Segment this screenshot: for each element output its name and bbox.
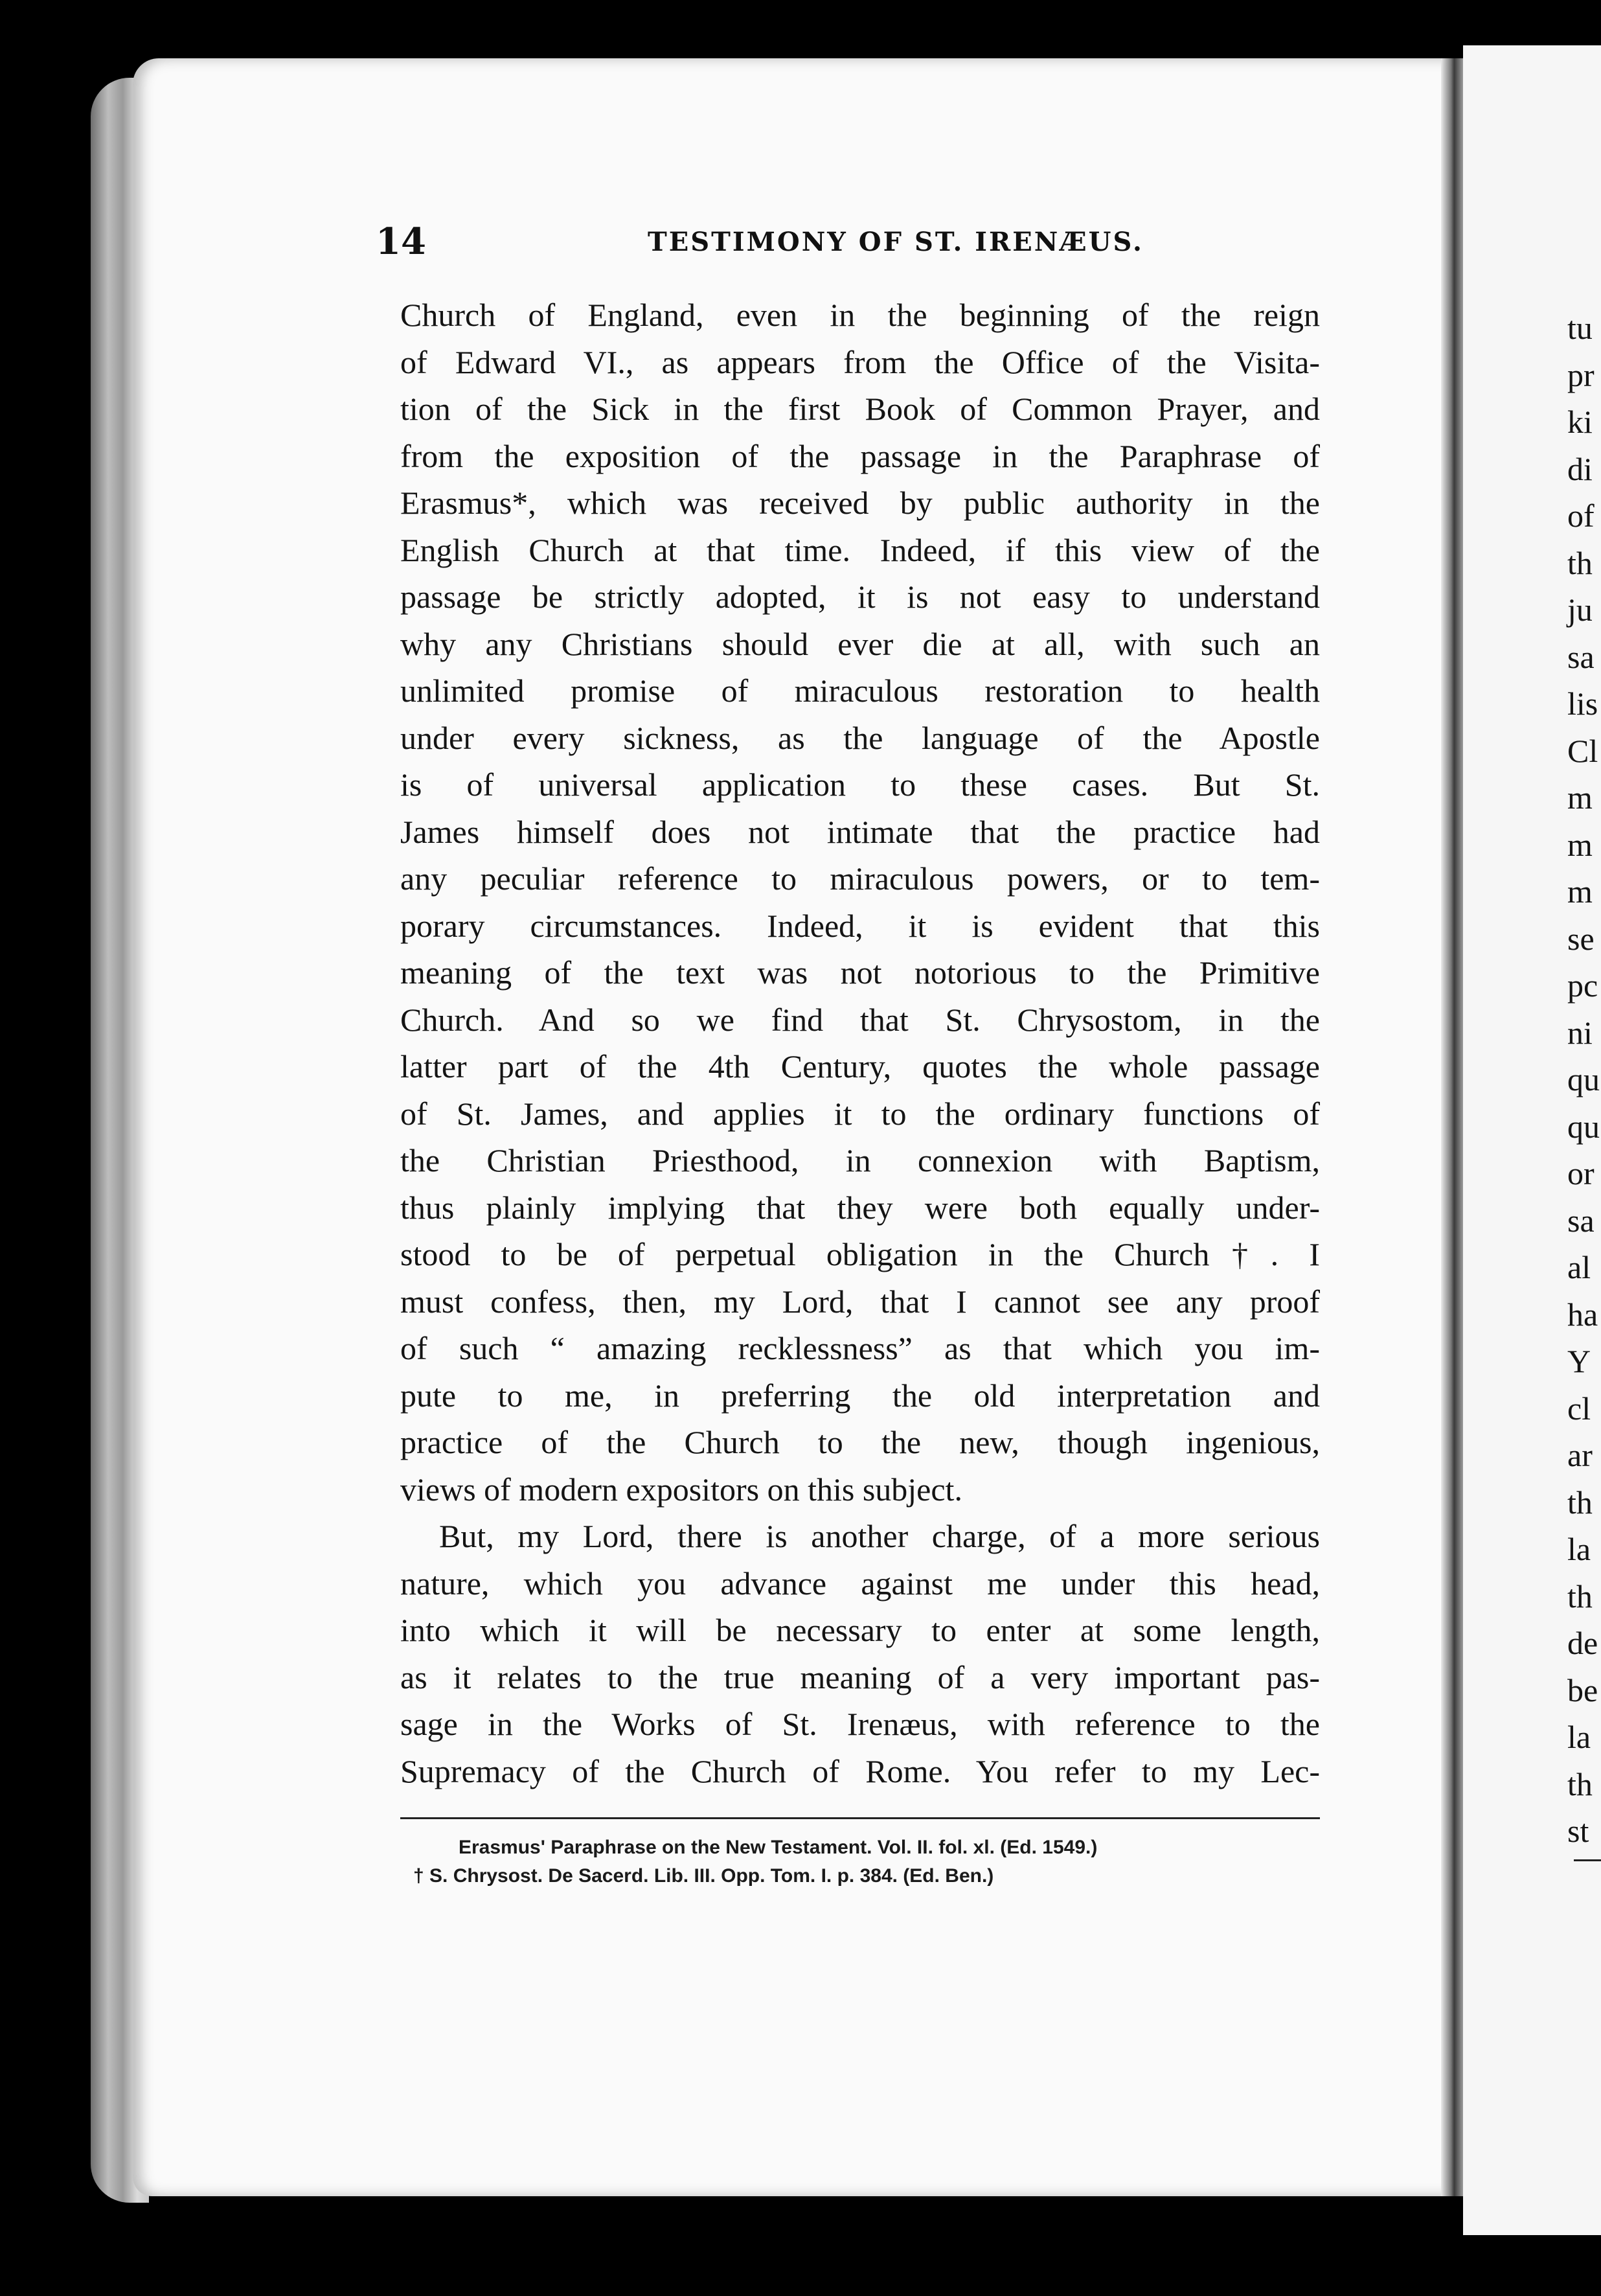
facing-line-start: ha bbox=[1567, 1296, 1598, 1333]
facing-line-start: ju bbox=[1567, 591, 1593, 628]
facing-line-start: Y bbox=[1567, 1343, 1591, 1379]
text-line: latter part of the 4th Century, quotes the whole passage bbox=[400, 1048, 1320, 1085]
footnote-rule bbox=[400, 1817, 1320, 1819]
facing-line-start: Cl bbox=[1567, 732, 1598, 769]
facing-line-start: al bbox=[1567, 1249, 1591, 1285]
facing-line-start: di bbox=[1567, 450, 1593, 487]
facing-line-start: ar bbox=[1567, 1437, 1593, 1473]
facing-line-start: m bbox=[1567, 779, 1593, 816]
text-line: Church of England, even in the beginning of the reign bbox=[400, 297, 1320, 333]
text-line: Erasmus*, which was received by public authority in the bbox=[400, 485, 1320, 521]
book-gutter bbox=[1441, 58, 1463, 2196]
text-line: thus plainly implying that they were both equally under- bbox=[400, 1189, 1320, 1226]
text-line: is of universal application to these cases. But St. bbox=[400, 766, 1320, 803]
text-line: James himself does not intimate that the practice had bbox=[400, 813, 1320, 850]
running-title: TESTIMONY OF ST. IRENÆUS. bbox=[648, 227, 1144, 257]
text-line: sage in the Works of St. Irenæus, with reference to the bbox=[400, 1706, 1320, 1742]
facing-footnote-rule bbox=[1574, 1859, 1601, 1861]
facing-line-start: de bbox=[1567, 1625, 1598, 1661]
text-line: any peculiar reference to miraculous powers, or to tem- bbox=[400, 860, 1320, 897]
facing-line-start: ki bbox=[1567, 404, 1593, 440]
facing-line-start: ni bbox=[1567, 1014, 1593, 1051]
facing-line-start: tu bbox=[1567, 310, 1593, 346]
text-line: from the exposition of the passage in the Paraphrase of bbox=[400, 437, 1320, 474]
facing-line-start: sa bbox=[1567, 1202, 1595, 1239]
facing-line-start: pc bbox=[1567, 967, 1598, 1004]
facing-line-start: th bbox=[1567, 1484, 1593, 1521]
text-line: into which it will be necessary to enter at some length, bbox=[400, 1612, 1320, 1648]
text-line: of Edward VI., as appears from the Office of the Visita- bbox=[400, 343, 1320, 380]
text-line: English Church at that time. Indeed, if this view of the bbox=[400, 531, 1320, 568]
facing-line-start: st bbox=[1567, 1813, 1589, 1849]
facing-line-start: la bbox=[1567, 1531, 1591, 1567]
text-line: under every sickness, as the language of the Apostle bbox=[400, 719, 1320, 756]
text-line: must confess, then, my Lord, that I cannot see any proof bbox=[400, 1283, 1320, 1320]
facing-line-start: cl bbox=[1567, 1390, 1591, 1427]
facing-line-start: la bbox=[1567, 1719, 1591, 1755]
facing-line-start: th bbox=[1567, 1578, 1593, 1614]
footnotes bbox=[400, 1833, 1320, 1890]
facing-line-start: sa bbox=[1567, 638, 1595, 675]
text-line: why any Christians should ever die at all, with such an bbox=[400, 625, 1320, 662]
facing-line-start: th bbox=[1567, 1765, 1593, 1802]
facing-line-start: of bbox=[1567, 498, 1595, 534]
footnote-erasmus: Erasmus' Paraphrase on the New Testament. Vol. II. fol. xl. (Ed. 1549.) bbox=[459, 1837, 1098, 1858]
body-text bbox=[400, 292, 1320, 1795]
facing-line-start: th bbox=[1567, 544, 1593, 581]
text-line: porary circumstances. Indeed, it is evident that this bbox=[400, 907, 1320, 944]
text-line: of such “ amazing recklessness” as that which you im- bbox=[400, 1330, 1320, 1366]
text-line: of St. James, and applies it to the ordinary functions of bbox=[400, 1095, 1320, 1132]
text-line: pute to me, in preferring the old interpretation and bbox=[400, 1377, 1320, 1414]
text-line: the Christian Priesthood, in connexion with Baptism, bbox=[400, 1142, 1320, 1178]
text-line: passage be strictly adopted, it is not easy to understand bbox=[400, 579, 1320, 615]
text-line: views of modern expositors on this subject. bbox=[400, 1471, 962, 1508]
text-line: stood to be of perpetual obligation in the Church†. I bbox=[400, 1236, 1320, 1272]
text-line: unlimited promise of miraculous restoration to health bbox=[400, 672, 1320, 709]
facing-line-start: qu bbox=[1567, 1061, 1600, 1097]
facing-line-start: or bbox=[1567, 1155, 1595, 1191]
text-line: But, my Lord, there is another charge, of a more serious bbox=[439, 1518, 1320, 1554]
running-head bbox=[376, 220, 1321, 272]
text-line: Church. And so we find that St. Chrysostom, in the bbox=[400, 1001, 1320, 1038]
text-line: practice of the Church to the new, though ingenious, bbox=[400, 1424, 1320, 1460]
facing-line-start: m bbox=[1567, 826, 1593, 863]
facing-line-start: qu bbox=[1567, 1108, 1600, 1145]
footnote-chrysostom: † S. Chrysost. De Sacerd. Lib. III. Opp. Tom. I. p. 384. (Ed. Ben.) bbox=[413, 1865, 994, 1887]
facing-line-start: lis bbox=[1567, 685, 1598, 722]
facing-line-start: pr bbox=[1567, 356, 1595, 393]
text-line: nature, which you advance against me under this head, bbox=[400, 1565, 1320, 1601]
page-number: 14 bbox=[376, 220, 426, 263]
text-line: Supremacy of the Church of Rome. You refer to my Lec- bbox=[400, 1752, 1320, 1789]
text-line: tion of the Sick in the first Book of Common Prayer, and bbox=[400, 391, 1320, 427]
text-line: meaning of the text was not notorious to the Primitive bbox=[400, 954, 1320, 991]
facing-line-start: be bbox=[1567, 1671, 1598, 1708]
facing-page-text bbox=[1567, 304, 1601, 1855]
text-line: as it relates to the true meaning of a very important pas- bbox=[400, 1659, 1320, 1695]
facing-line-start: m bbox=[1567, 873, 1593, 910]
facing-line-start: se bbox=[1567, 920, 1595, 957]
